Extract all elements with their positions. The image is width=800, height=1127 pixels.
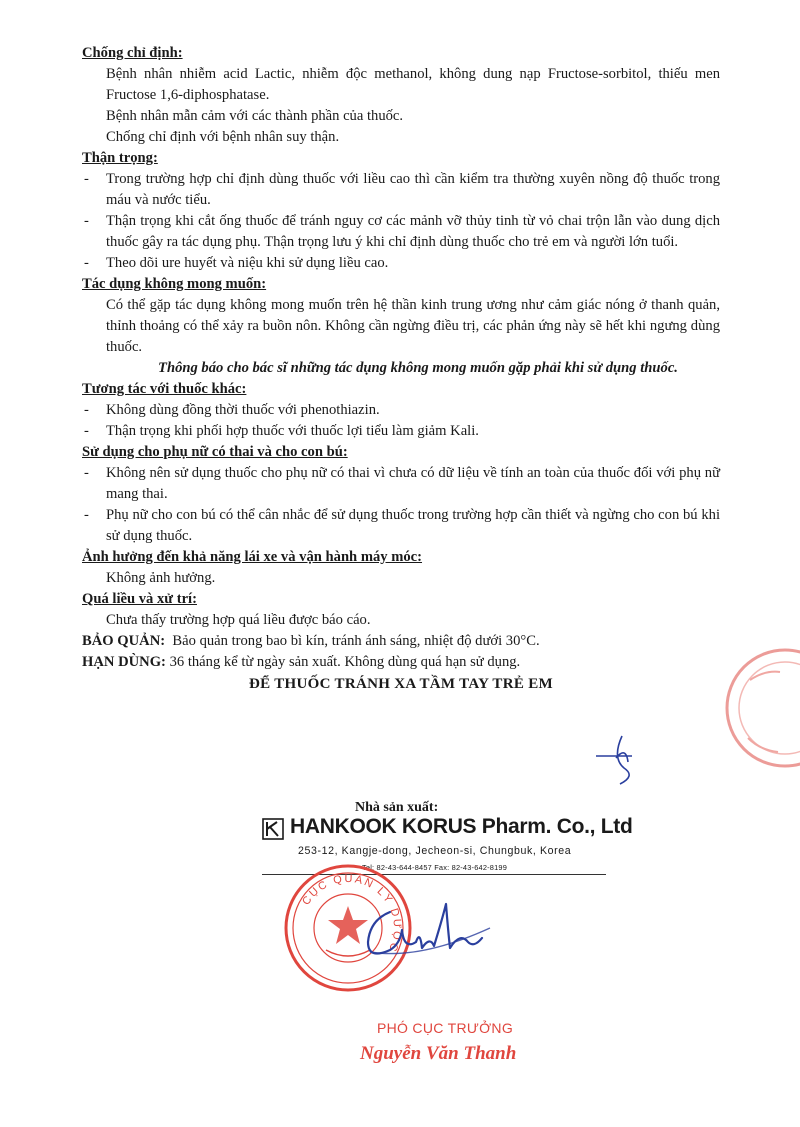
contraindications-para-3: Chống chỉ định với bệnh nhân suy thận. [106,129,340,145]
document-content [82,43,720,695]
precautions-bullet-3: - Theo dõi ure huyết và niệu khi sử dụng liều cao. [84,255,389,271]
storage-line [82,631,720,652]
pregnancy-heading: Sử dụng cho phụ nữ có thai và cho con bú: [82,444,348,460]
interactions-bullet-2: - Thận trọng khi phối hợp thuốc với thuốc lợi tiểu làm giảm Kali. [84,423,479,439]
deputy-name: Nguyễn Văn Thanh [360,1043,517,1064]
side-effects-heading: Tác dụng không mong muốn: [82,276,267,292]
interactions-heading: Tương tác với thuốc khác: [82,381,247,397]
precautions-bullet-2: - Thận trọng khi cắt ống thuốc để tránh nguy cơ các mảnh vỡ thủy tinh từ vỏ chai trộn lẫn vào dung dịch thuốc gây ra tác dụng phụ. Thận trọng lưu ý khi chỉ định dùng thuốc cho trẻ em và người lớn tuổi. [84,213,720,250]
manufacturer-tel: Tel: 82-43-644-8457 Fax: 82-43-642-8199 [362,863,508,872]
pregnancy-bullet-2: - Phụ nữ cho con bú có thể cân nhắc để sử dụng thuốc trong trường hợp cần thiết và ngừng cho con bú khi sử dụng thuốc. [84,507,720,544]
driving-heading: Ảnh hưởng đến khả năng lái xe và vận hành máy móc: [82,549,423,565]
manufacturer-name: HANKOOK KORUS Pharm. Co., Ltd [290,815,633,838]
manufacturer-logo-icon [262,818,284,840]
manufacturer-address: 253-12, Kangje-dong, Jecheon-si, Chungbuk, Korea [298,845,572,857]
contraindications-para-2: Bệnh nhân mẫn cảm với các thành phần của thuốc. [106,108,404,124]
shelf-life-label: HẠN DÙNG: [82,654,166,670]
side-effects-warning: Thông báo cho bác sĩ những tác dụng không mong muốn gặp phải khi sử dụng thuốc. [158,360,678,376]
side-effects-para: Có thể gặp tác dụng không mong muốn trên hệ thần kinh trung ương như cảm giác nóng ở thanh quản, thỉnh thoảng có thể xảy ra buồn nôn. Không cần ngừng điều trị, các phản ứng này sẽ hết khi ngưng dùng thuốc. [106,297,720,355]
keep-away-warning: ĐỂ THUỐC TRÁNH XA TẦM TAY TRẺ EM [249,676,553,692]
shelf-life-line [82,652,720,673]
contraindications-heading: Chống chỉ định: [82,45,183,61]
contraindications-para-1: Bệnh nhân nhiễm acid Lactic, nhiễm độc methanol, không dung nạp Fructose-sorbitol, thiếu men Fructose 1,6-diphosphatase. [106,66,720,103]
manufacturer-label: Nhà sản xuất: [355,800,439,815]
driving-para: Không ảnh hưởng. [106,570,216,586]
interactions-bullet-1: - Không dùng đồng thời thuốc với phenothiazin. [84,402,380,418]
storage-label: BẢO QUẢN: [82,633,166,649]
stamp-ring-text: CỤC QUẢN LÝ DƯỢC [300,872,404,955]
overdose-para: Chưa thấy trường hợp quá liều được báo cáo. [106,612,371,628]
small-signature-icon [592,728,642,788]
approval-signature-icon [350,890,500,970]
precautions-bullet-1: - Trong trường hợp chỉ định dùng thuốc với liều cao thì cần kiểm tra thường xuyên nồng độ thuốc trong máu và nước tiểu. [84,171,720,208]
overdose-heading: Quá liều và xử trí: [82,591,197,607]
deputy-title: PHÓ CỤC TRƯỞNG [377,1020,514,1036]
pregnancy-bullet-1: - Không nên sử dụng thuốc cho phụ nữ có thai vì chưa có dữ liệu về tính an toàn của thuốc đối với phụ nữ mang thai. [84,465,720,502]
storage-text: Bảo quản trong bao bì kín, tránh ánh sáng, nhiệt độ dưới 30°C. [172,633,540,649]
precautions-heading: Thận trọng: [82,150,158,166]
shelf-life-text: 36 tháng kể từ ngày sản xuất. Không dùng quá hạn sử dụng. [169,654,521,670]
